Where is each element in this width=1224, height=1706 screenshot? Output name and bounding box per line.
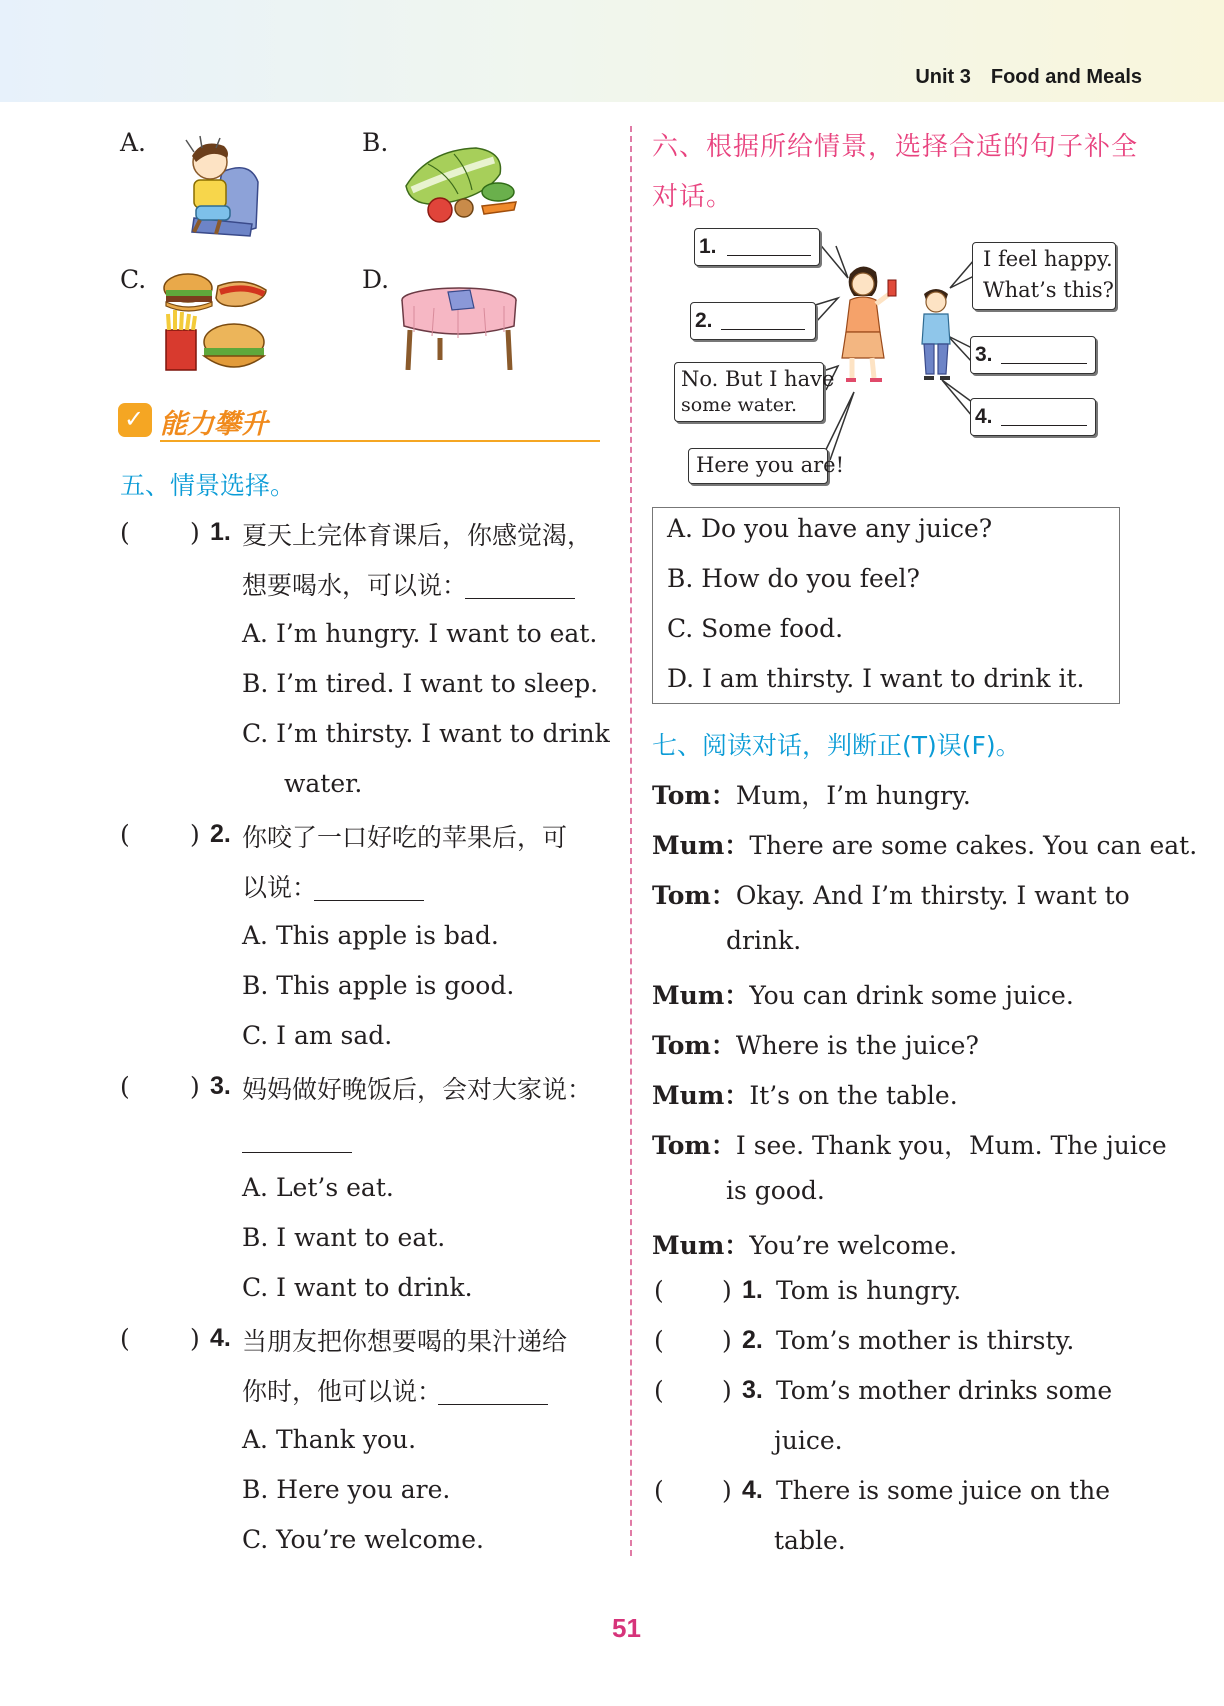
judge-3-paren-open: (: [654, 1376, 664, 1405]
judge-4-text-cont: table.: [774, 1526, 846, 1555]
bubble-1-number: 1.: [699, 235, 717, 258]
q3-text-line1: 妈妈做好晚饭后，会对大家说：: [242, 1075, 593, 1104]
bubble-1: [694, 228, 820, 266]
tired-boy-illustration: [172, 132, 272, 238]
dialogue-line-7: [652, 1126, 1167, 1162]
bubble-here-text: Here you are!: [696, 453, 845, 477]
judge-4-number: 4.: [742, 1476, 763, 1504]
judge-1-number: 1.: [742, 1276, 763, 1304]
section6-title-line2: 对话。: [652, 182, 734, 212]
q1-text-line1: 夏天上完体育课后，你感觉渴，: [242, 521, 593, 550]
q2-paren-close: ): [190, 820, 200, 849]
q2-option-b: B. This apple is good.: [242, 971, 515, 1000]
q1-text-line2: 想要喝水，可以说：: [242, 571, 468, 600]
q1-option-b: B. I’m tired. I want to sleep.: [242, 669, 599, 698]
q3-option-b: B. I want to eat.: [242, 1223, 446, 1252]
dialogue-text-3-cont: drink.: [726, 926, 802, 955]
judge-3-text: Tom’s mother drinks some: [776, 1376, 1113, 1405]
dialogue-line-5: [652, 1026, 979, 1062]
dialogue-speaker-7: Tom：: [652, 1131, 736, 1160]
section6-title-line1: 六、根据所给情景，选择合适的句子补全: [652, 132, 1139, 162]
q4-paren-open: (: [120, 1324, 130, 1353]
judge-3-number: 3.: [742, 1376, 763, 1404]
q1-answer-blank[interactable]: [465, 574, 575, 599]
judge-2-text: Tom’s mother is thirsty.: [776, 1326, 1075, 1355]
q2-option-a: A. This apple is bad.: [242, 921, 499, 950]
picture-option-a-label: A.: [120, 128, 147, 157]
dialogue-line-8: [652, 1226, 957, 1262]
q2-text-line1: 你咬了一口好吃的苹果后，可: [242, 823, 568, 852]
header-title: Food and Meals: [990, 66, 1142, 88]
bubble-1-blank[interactable]: [727, 233, 811, 256]
dialogue-line-6: [652, 1076, 958, 1112]
dialogue-line-4: [652, 976, 1074, 1012]
bubble-4-blank[interactable]: [1001, 403, 1087, 426]
page-header: [0, 0, 1224, 102]
q3-option-c: C. I want to drink.: [242, 1273, 473, 1302]
judge-2-paren-close: ): [722, 1326, 732, 1355]
q3-answer-blank[interactable]: [242, 1128, 352, 1153]
ability-section-title: 能力攀升: [160, 409, 268, 440]
mother-illustration: [832, 262, 902, 386]
q1-option-a: A. I’m hungry. I want to eat.: [242, 619, 598, 648]
dialogue-speaker-4: Mum：: [652, 981, 750, 1010]
q4-paren-close: ): [190, 1324, 200, 1353]
bubble-no-water-line2: some water.: [681, 394, 797, 416]
dialogue-text-7-cont: is good.: [726, 1176, 825, 1205]
section6-option-b: B. How do you feel?: [667, 564, 920, 593]
dialogue-text-6: It’s on the table.: [749, 1081, 958, 1110]
page-number: 51: [612, 1613, 641, 1643]
fast-food-illustration: [160, 266, 272, 380]
bubble-no-water: [674, 362, 835, 422]
q4-option-c: C. You’re welcome.: [242, 1525, 484, 1554]
dialogue-text-7: I see. Thank you，Mum. The juice: [735, 1131, 1167, 1160]
table-illustration: [400, 286, 518, 370]
q4-number: 4.: [210, 1324, 231, 1352]
dialogue-speaker-3: Tom：: [652, 881, 736, 910]
dialogue-text-5: Where is the juice?: [735, 1031, 979, 1060]
section7-title: 七、阅读对话，判断正(T)误(F)。: [652, 731, 1021, 760]
header-unit-title: [915, 66, 1142, 89]
ability-badge-icon: ✓: [118, 403, 152, 437]
judge-4-text: There is some juice on the: [776, 1476, 1110, 1505]
q2-option-c: C. I am sad.: [242, 1021, 393, 1050]
q2-text-line2: 以说：: [242, 873, 318, 902]
judge-1-paren-close: ): [722, 1276, 732, 1305]
dialogue-text-2: There are some cakes. You can eat.: [749, 831, 1198, 860]
judge-4-paren-close: ): [722, 1476, 732, 1505]
q4-option-b: B. Here you are.: [242, 1475, 451, 1504]
dialogue-speaker-6: Mum：: [652, 1081, 750, 1110]
judge-2-number: 2.: [742, 1326, 763, 1354]
q3-number: 3.: [210, 1072, 231, 1100]
vegetables-illustration: [398, 144, 520, 226]
q1-paren-close: ): [190, 518, 200, 547]
section5-title: 五、情景选择。: [120, 471, 296, 500]
picture-option-d-label: D.: [362, 265, 390, 294]
judge-2-paren-open: (: [654, 1326, 664, 1355]
q3-paren-open: (: [120, 1072, 130, 1101]
judge-4-paren-open: (: [654, 1476, 664, 1505]
section6-option-d: D. I am thirsty. I want to drink it.: [667, 664, 1085, 693]
ability-section-rule: [160, 440, 600, 442]
header-unit: Unit 3: [915, 66, 971, 88]
dialogue-text-8: You’re welcome.: [749, 1231, 958, 1260]
bubble-no-water-line1: No. But I have: [681, 367, 835, 391]
q4-text-line2: 你时，他可以说：: [242, 1377, 443, 1406]
q2-answer-blank[interactable]: [314, 876, 424, 901]
bubble-happy: [972, 242, 1116, 310]
judge-1-paren-open: (: [654, 1276, 664, 1305]
bubble-happy-line2: What’s this?: [983, 278, 1114, 302]
judge-1-text: Tom is hungry.: [776, 1276, 962, 1305]
bubble-2-number: 2.: [695, 309, 713, 332]
bubble-4-number: 4.: [975, 405, 993, 428]
section6-option-c: C. Some food.: [667, 614, 844, 643]
bubble-happy-line1: I feel happy.: [983, 247, 1113, 271]
q1-number: 1.: [210, 518, 231, 546]
column-divider: [630, 126, 632, 1556]
bubble-3-blank[interactable]: [1001, 341, 1087, 364]
q1-paren-open: (: [120, 518, 130, 547]
picture-option-c-label: C.: [120, 265, 147, 294]
dialogue-line-2: [652, 826, 1197, 862]
q1-option-c-cont: water.: [284, 769, 363, 798]
q3-paren-close: ): [190, 1072, 200, 1101]
section6-option-a: A. Do you have any juice?: [667, 514, 993, 543]
bubble-4: [970, 398, 1096, 436]
dialogue-text-1: Mum，I’m hungry.: [735, 781, 971, 810]
bubble-2-blank[interactable]: [721, 307, 805, 330]
q2-number: 2.: [210, 820, 231, 848]
q4-option-a: A. Thank you.: [242, 1425, 417, 1454]
dialogue-text-3: Okay. And I’m thirsty. I want to: [735, 881, 1130, 910]
dialogue-speaker-2: Mum：: [652, 831, 750, 860]
q3-option-a: A. Let’s eat.: [242, 1173, 394, 1202]
judge-3-text-cont: juice.: [774, 1426, 843, 1455]
dialogue-speaker-5: Tom：: [652, 1031, 736, 1060]
boy-illustration: [912, 284, 960, 384]
bubble-3-number: 3.: [975, 343, 993, 366]
q1-option-c: C. I’m thirsty. I want to drink: [242, 719, 610, 748]
bubble-2: [690, 302, 816, 340]
q4-answer-blank[interactable]: [438, 1380, 548, 1405]
dialogue-line-1: [652, 776, 971, 812]
q2-paren-open: (: [120, 820, 130, 849]
bubble-here-you-are: [688, 448, 845, 484]
dialogue-text-4: You can drink some juice.: [749, 981, 1074, 1010]
dialogue-speaker-8: Mum：: [652, 1231, 750, 1260]
dialogue-line-3: [652, 876, 1130, 912]
section6-options-box: [652, 507, 1120, 704]
picture-option-b-label: B.: [362, 128, 389, 157]
dialogue-speaker-1: Tom：: [652, 781, 736, 810]
bubble-3: [970, 336, 1096, 374]
judge-3-paren-close: ): [722, 1376, 732, 1405]
q4-text-line1: 当朋友把你想要喝的果汁递给: [242, 1327, 568, 1356]
